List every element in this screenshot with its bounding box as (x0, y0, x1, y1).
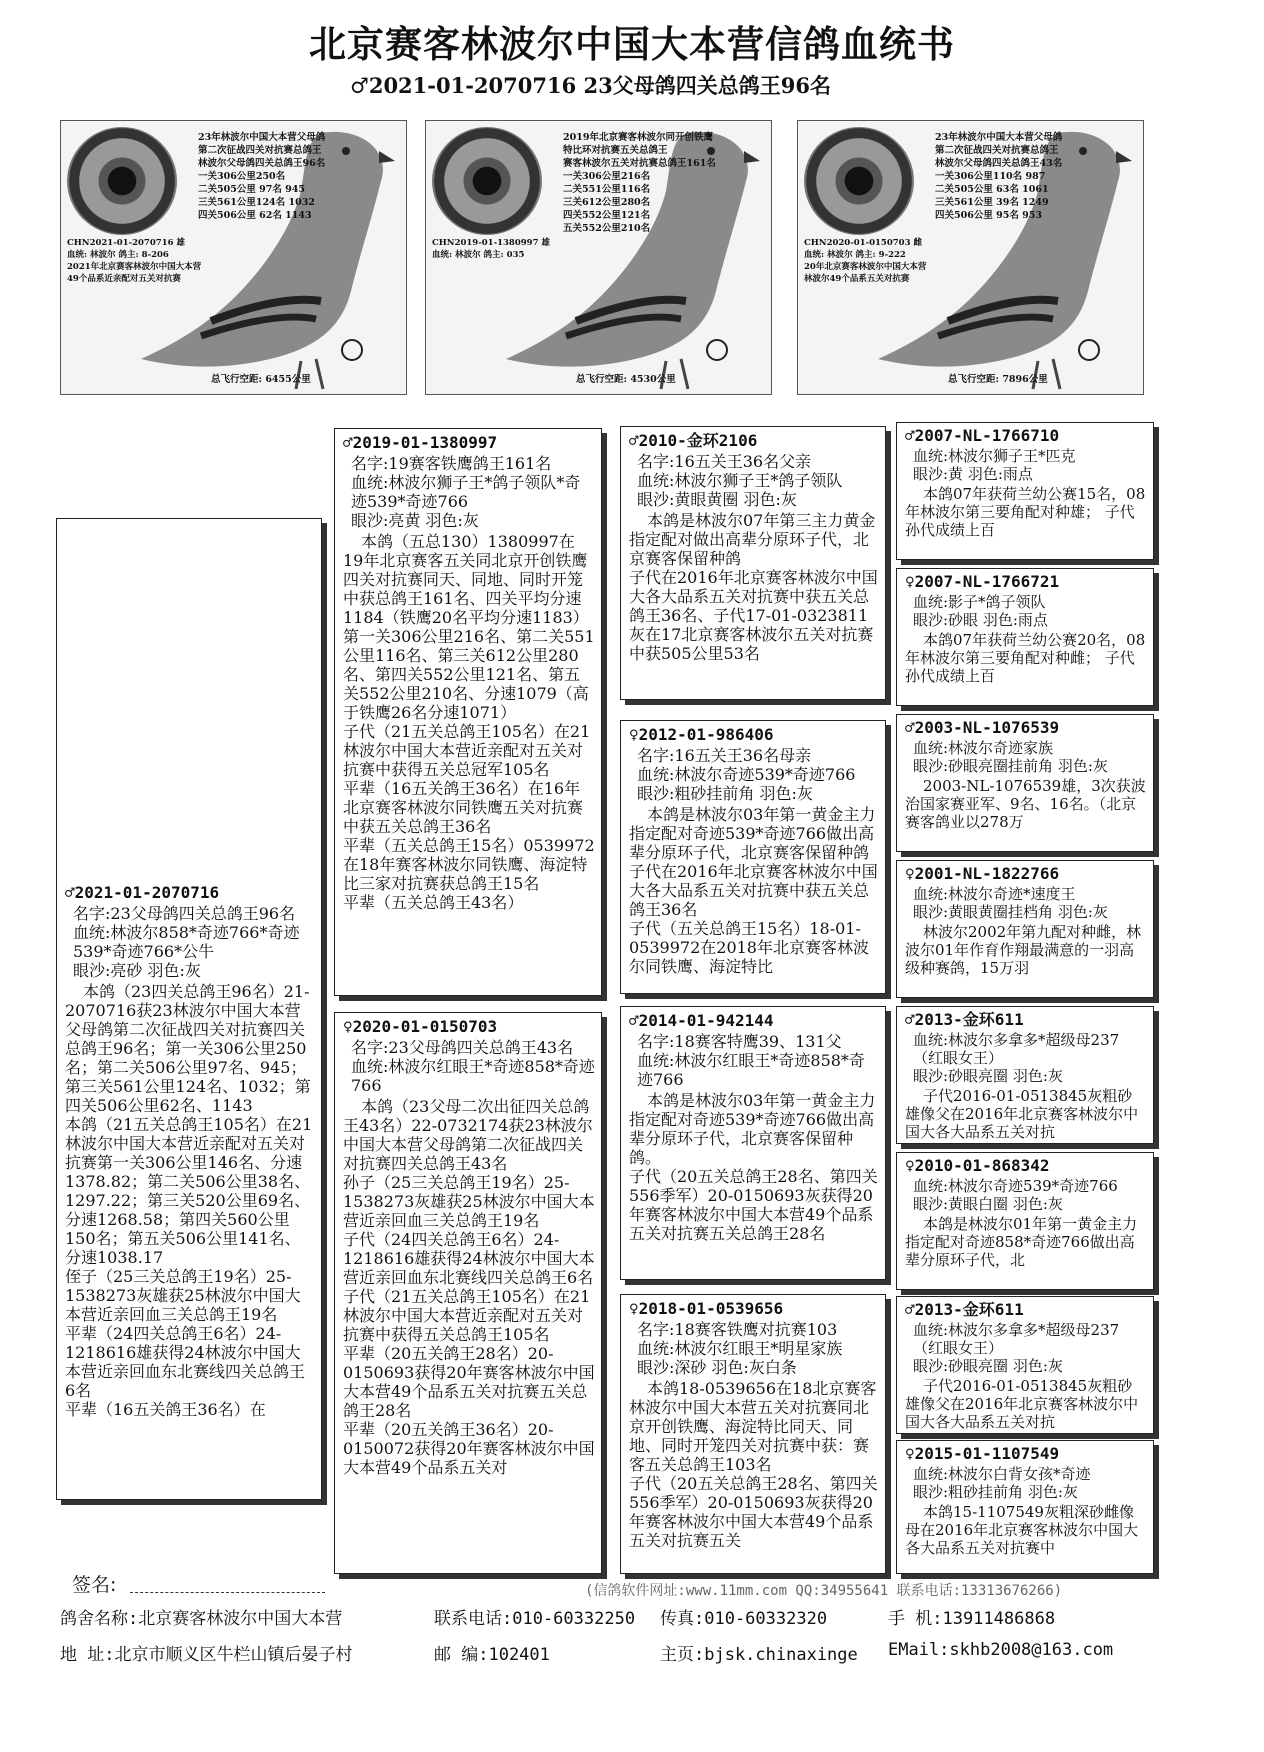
pigeon-record: 本鸽（五总130）1380997在19年北京赛客五关同北京开创铁鹰四关对抗赛同天、同地、同时开笼中获总鸽王161名、四关平均分速1184（铁鹰20名平均分速1183）第一关306公里216名、第二关551公里116名、第三关612公里280名、第四关552公里121名、第五关552公里210名、分速1079（高于铁鹰26名分速1071） 子代（21五关总鸽王105名）在21林波尔中国大本营近亲配对五关对抗赛中获得五关总冠军105名 平辈（16五关鸽王36名）在16年北京赛客林波尔同铁鹰五关对抗赛中获五关总鸽王36名 平辈（五关总鸽王15名）0539972在18年赛客林波尔同铁鹰、海淀特比三家对抗赛获总鸽王15名 平辈（五关总鸽王43名） (343, 532, 595, 912)
pigeon-lineage: 血统:林波尔858*奇迹766*奇迹539*奇迹766*公牛 (73, 923, 300, 961)
pedigree-title: 北京赛客林波尔中国大本营信鸽血统书 (309, 23, 955, 66)
pigeon-card-dam-dam (620, 1294, 886, 1574)
pigeon-record: 本鸽15-1107549灰粗深砂雌像母在2016年北京赛客林波尔中国大各大品系五关对抗赛中 (905, 1503, 1139, 1557)
pigeon-photo-dam (797, 120, 1144, 395)
ring-number: ♂2007-NL-1766710 (905, 426, 1060, 445)
pigeon-lineage: 血统:林波尔狮子王*鸽子领队*奇迹539*奇迹766 (351, 473, 581, 511)
ring-number: ♀2018-01-0539656 (629, 1299, 784, 1318)
pigeon-eye-color: 眼沙:砂眼 羽色:雨点 (913, 611, 1048, 629)
pigeon-card-sire-dam (620, 720, 886, 994)
ring-number: ♂2013-金环611 (905, 1300, 1024, 1319)
mobile-number: 手 机:13911486868 (888, 1609, 1056, 1629)
postcode: 邮 编:102401 (434, 1645, 550, 1665)
pigeon-lineage: 血统:林波尔奇迹*速度王 (913, 885, 1076, 903)
contact-phone: 联系电话:010-60332250 (434, 1609, 636, 1629)
pigeon-name: 名字:18赛客特鹰39、131父 (637, 1032, 842, 1051)
pigeon-record: 本鸽是林波尔03年第一黄金主力指定配对奇迹539*奇迹766做出高辈分原环子代，北京赛客保留种鸽 子代在2016年北京赛客林波尔中国大各大品系五关对抗赛中获五关总鸽王36名 子代（五关总鸽王15名）18-01-0539972在2018年北京赛客林波尔同铁鹰、海淀特比 (629, 805, 878, 976)
pigeon-card-dss (896, 1006, 1154, 1144)
pigeon-eye-color: 眼沙:砂眼亮圈挂前角 羽色:灰 (913, 757, 1108, 775)
pigeon-eye-color: 眼沙:粗砂挂前角 羽色:灰 (913, 1483, 1078, 1501)
email-link[interactable]: EMail:skhb2008@163.com (888, 1640, 1114, 1660)
photo-ring-info: CHN2019-01-1380997 雄 血统: 林波尔 鸽主: 035 (432, 238, 550, 260)
pigeon-photo-sire (425, 120, 772, 395)
pigeon-photo-self (60, 120, 407, 395)
pigeon-card-sss (896, 422, 1154, 560)
ring-number: ♂2013-金环611 (905, 1010, 1024, 1029)
ring-number: ♂2003-NL-1076539 (905, 718, 1060, 737)
pigeon-card-sire-sire (620, 426, 886, 700)
pigeon-card-dds (896, 1296, 1154, 1434)
pigeon-lineage: 血统:林波尔奇迹家族 (913, 739, 1054, 757)
pigeon-lineage: 血统:林波尔多拿多*超级母237（红眼女王） (913, 1031, 1120, 1067)
ring-number: ♂2010-金环2106 (629, 431, 758, 450)
ring-number: ♂2014-01-942144 (629, 1011, 774, 1030)
pigeon-record: 本鸽07年获荷兰幼公赛15名，08年林波尔第三要角配对种雄； 子代孙代成绩上百 (905, 485, 1146, 539)
pigeon-name: 名字:19赛客铁鹰鸽王161名 (351, 454, 552, 473)
pigeon-eye-color: 眼沙:黄眼黄圈 羽色:灰 (637, 490, 797, 509)
signature-label: 签名: (72, 1574, 117, 1596)
pigeon-card-dam-sire (620, 1006, 886, 1280)
pigeon-eye-color: 眼沙:粗砂挂前角 羽色:灰 (637, 784, 813, 803)
pigeon-name: 名字:16五关王36名父亲 (637, 452, 812, 471)
pigeon-name: 名字:16五关王36名母亲 (637, 746, 812, 765)
pigeon-record: 本鸽07年获荷兰幼公赛20名，08年林波尔第三要角配对种雌； 子代孙代成绩上百 (905, 631, 1146, 685)
loft-name: 鸽舍名称:北京赛客林波尔中国大本营 (60, 1609, 343, 1629)
loft-logo-icon (341, 339, 363, 361)
pigeon-lineage: 血统:林波尔红眼王*奇迹858*奇迹766 (637, 1051, 865, 1089)
photo-caption: 23年林波尔中国大本营父母鸽 第二次征战四关对抗赛总鸽王 林波尔父母鸽四关总鸽王96名 一关306公里250名 二关505公里 97名 945 三关561公里124名 1032 四关506公里 62名 1143 (198, 132, 326, 221)
pigeon-eye-color: 眼沙:亮砂 羽色:灰 (73, 961, 201, 980)
loft-logo-icon (706, 339, 728, 361)
software-info: (信鸽软件网址:www.11mm.com QQ:34955641 联系电话:13313676266) (585, 1583, 1063, 1599)
pigeon-lineage: 血统:林波尔红眼王*明星家族 (637, 1339, 843, 1358)
pigeon-eye-color: 眼沙:砂眼亮圈 羽色:灰 (913, 1357, 1063, 1375)
pigeon-eye-color: 眼沙:深砂 羽色:灰白条 (637, 1358, 797, 1377)
pigeon-record: 子代2016-01-0513845灰粗砂雄像父在2016年北京赛客林波尔中国大各大品系五关对抗 (905, 1087, 1139, 1141)
pigeon-record: 本鸽（23父母二次出征四关总鸽王43名）22-0732174获23林波尔中国大本营父母鸽第二次征战四关对抗赛四关总鸽王43名 孙子（25三关总鸽王19名）25-1538273灰雄获25林波尔中国大本营近亲回血三关总鸽王19名 子代（24四关总鸽王6名）24-1218616雄获得24林波尔中国大本营近亲回血东北赛线四关总鸽王6名 子代（21五关总鸽王105名）在21林波尔中国大本营近亲配对五关对抗赛中获得五关总鸽王105名 平辈（20五关鸽王28名）20-0150693获得20年赛客林波尔中国大本营49个品系五关对抗赛五关总鸽王28名 平辈（20五关鸽王36名）20-0150072获得20年赛客林波尔中国大本营49个品系五关对 (343, 1097, 595, 1477)
pigeon-card-dsd (896, 1152, 1154, 1290)
pigeon-eye-color: 眼沙:黄眼白圈 羽色:灰 (913, 1195, 1063, 1213)
fax-number: 传真:010-60332320 (660, 1609, 828, 1629)
pigeon-lineage: 血统:林波尔狮子王*鸽子领队 (637, 471, 843, 490)
pigeon-record: 子代2016-01-0513845灰粗砂雄像父在2016年北京赛客林波尔中国大各大品系五关对抗 (905, 1377, 1139, 1431)
photo-footer: 总飞行空距: 6455公里 (211, 374, 311, 385)
pigeon-lineage: 血统:影子*鸽子领队 (913, 593, 1046, 611)
pigeon-record: 本鸽是林波尔07年第三主力黄金指定配对做出高辈分原环子代，北京赛客保留种鸽 子代在2016年北京赛客林波尔中国大各大品系五关对抗赛中获五关总鸽王36名、子代17-01-0323811灰在17北京赛客林波尔五关对抗赛中获505公里53名 (629, 511, 878, 663)
ring-number: ♀2020-01-0150703 (343, 1017, 498, 1036)
pigeon-record: 2003-NL-1076539雄，3次获波治国家赛亚军、9名、16名。（北京赛客鸽业以278万 (905, 777, 1146, 831)
pigeon-card-sire (334, 428, 602, 996)
pedigree-subtitle: ♂2021-01-2070716 23父母鸽四关总鸽王96名 (350, 73, 831, 98)
photo-caption: 23年林波尔中国大本营父母鸽 第二次征战四关对抗赛总鸽王 林波尔父母鸽四关总鸽王43名 一关306公里110名 987 二关505公里 63名 1061 三关561公里 39名 1249 四关506公里 95名 953 (935, 132, 1063, 221)
photo-ring-info: CHN2020-01-0150703 雌 血统: 林波尔 鸽主: 9-222 20年北京赛客林波尔中国大本营 林波尔49个品系五关对抗赛 (804, 238, 927, 284)
pigeon-record: 本鸽18-0539656在18北京赛客林波尔中国大本营五关对抗赛同北京开创铁鹰、海淀特比同天、同地、同时开笼四关对抗赛中获：赛客五关总鸽王103名 子代（20五关总鸽王28名、第四关556季军）20-0150693灰获得20年赛客林波尔中国大本营49个品系五关对抗赛五关 (629, 1379, 878, 1550)
photo-ring-info: CHN2021-01-2070716 雄 血统: 林波尔 鸽主: 8-206 2021年北京赛客林波尔中国大本营 49个品系近亲配对五关对抗赛 (67, 238, 202, 284)
pigeon-record: 本鸽是林波尔01年第一黄金主力指定配对奇迹858*奇迹766做出高辈分原环子代，北 (905, 1215, 1138, 1269)
loft-address: 地 址:北京市顺义区牛栏山镇后晏子村 (60, 1645, 353, 1665)
pigeon-eye-image (432, 127, 542, 235)
pigeon-name: 名字:18赛客铁鹰对抗赛103 (637, 1320, 838, 1339)
pigeon-card-self (56, 518, 322, 1500)
ring-number: ♀2007-NL-1766721 (905, 572, 1060, 591)
ring-number: ♀2001-NL-1822766 (905, 864, 1060, 883)
pigeon-card-sds (896, 714, 1154, 852)
pigeon-record: 本鸽（23四关总鸽王96名）21-2070716获23林波尔中国大本营父母鸽第二次征战四关对抗赛四关总鸽王96名；第一关306公里250名；第二关506公里97名、945；第三关561公里124名、1032；第四关506公里62名、1143 本鸽（21五关总鸽王105名）在21林波尔中国大本营近亲配对五关对抗赛第一关306公里146名、分速1378.82；第二关506公里38名、1297.22；第三关520公里69名、分速1268.58；第四关560公里150名；第五关506公里141名、分速1038.17 侄子（25三关总鸽王19名）25-1538273灰雄获25林波尔中国大本营近亲回血三关总鸽王19名 平辈（24四关总鸽王6名）24-1218616雄获得24林波尔中国大本营近亲回血东北赛线四关总鸽王6名 平辈（16五关鸽王36名）在 (65, 982, 313, 1419)
ring-number: ♀2012-01-986406 (629, 725, 774, 744)
pigeon-card-sdd (896, 860, 1154, 998)
ring-number: ♀2010-01-868342 (905, 1156, 1050, 1175)
pigeon-name: 名字:23父母鸽四关总鸽王43名 (351, 1038, 574, 1057)
photo-footer: 总飞行空距: 4530公里 (576, 374, 676, 385)
pigeon-card-ddd (896, 1440, 1154, 1574)
pigeon-record: 林波尔2002年第九配对种雌，林波尔01年作育作翔最满意的一羽高级种赛鸽，15万羽 (905, 923, 1142, 977)
pigeon-card-ssd (896, 568, 1154, 706)
photo-caption: 2019年北京赛客林波尔同开创铁鹰 特比环对抗赛五关总鸽王 赛客林波尔五关对抗赛总鸽王161名 一关306公里216名 二关551公里116名 三关612公里280名 四关552公里121名 五关552公里210名 (563, 132, 716, 234)
pigeon-lineage: 血统:林波尔多拿多*超级母237（红眼女王） (913, 1321, 1120, 1357)
pigeon-lineage: 血统:林波尔红眼王*奇迹858*奇迹766 (351, 1057, 595, 1095)
loft-logo-icon (1078, 339, 1100, 361)
pigeon-record: 本鸽是林波尔03年第一黄金主力指定配对奇迹539*奇迹766做出高辈分原环子代，北京赛客保留种鸽。 子代（20五关总鸽王28名、第四关556季军）20-0150693灰获得20年赛客林波尔中国大本营49个品系五关对抗赛五关总鸽王28名 (629, 1091, 878, 1243)
pigeon-eye-color: 眼沙:亮黄 羽色:灰 (351, 511, 479, 530)
pigeon-lineage: 血统:林波尔狮子王*匹克 (913, 447, 1076, 465)
pigeon-name: 名字:23父母鸽四关总鸽王96名 (73, 904, 296, 923)
photo-footer: 总飞行空距: 7896公里 (948, 374, 1048, 385)
pigeon-eye-image (67, 127, 177, 235)
homepage-link[interactable]: 主页:bjsk.chinaxinge (660, 1645, 858, 1665)
pigeon-lineage: 血统:林波尔奇迹539*奇迹766 (913, 1177, 1118, 1195)
pigeon-eye-color: 眼沙:砂眼亮圈 羽色:灰 (913, 1067, 1063, 1085)
pigeon-eye-color: 眼沙:黄 羽色:雨点 (913, 465, 1033, 483)
signature-line (130, 1592, 325, 1593)
pigeon-eye-image (804, 127, 914, 235)
pigeon-eye-color: 眼沙:黄眼黄圈挂档角 羽色:灰 (913, 903, 1108, 921)
pigeon-lineage: 血统:林波尔奇迹539*奇迹766 (637, 765, 856, 784)
ring-number: ♂2019-01-1380997 (343, 433, 498, 452)
ring-number: ♀2015-01-1107549 (905, 1444, 1060, 1463)
pigeon-lineage: 血统:林波尔白背女孩*奇迹 (913, 1465, 1091, 1483)
ring-number: ♂2021-01-2070716 (65, 883, 220, 902)
pigeon-card-dam (334, 1012, 602, 1574)
